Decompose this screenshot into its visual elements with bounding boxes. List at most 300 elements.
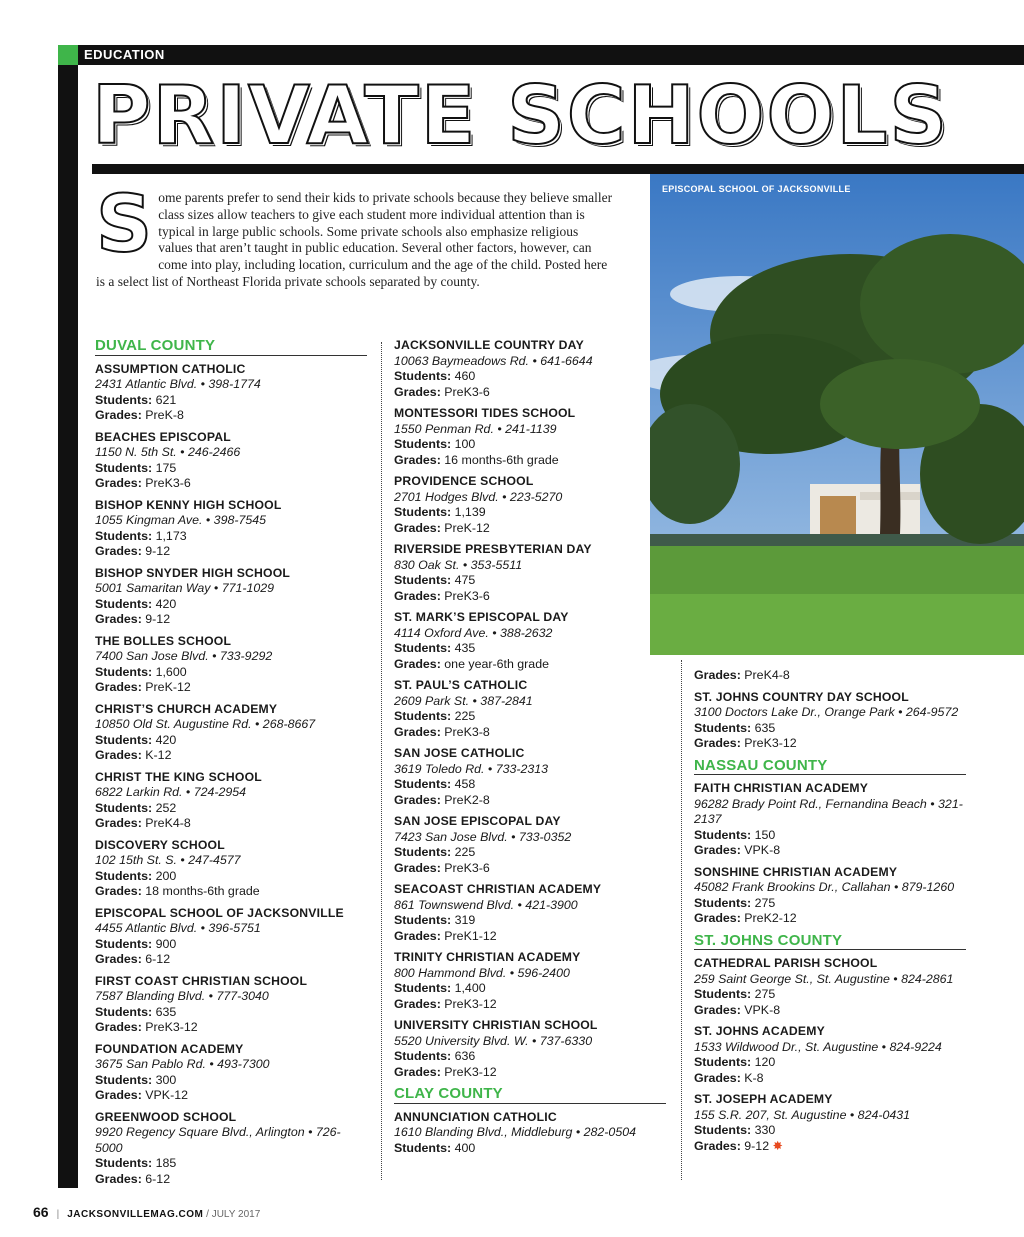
school-name: PROVIDENCE SCHOOL xyxy=(394,474,534,488)
school-grades: one year-6th grade xyxy=(444,656,549,671)
school-grades: PreK4-8 xyxy=(145,816,191,830)
students-label: Students: xyxy=(95,596,153,611)
school-name: FIRST COAST CHRISTIAN SCHOOL xyxy=(95,973,308,988)
school-students: 319 xyxy=(454,913,476,927)
school-name: SONSHINE CHRISTIAN ACADEMY xyxy=(694,864,898,879)
school-students: 435 xyxy=(454,641,476,655)
grades-label: Grades: xyxy=(694,736,741,750)
grades-label: Grades: xyxy=(694,1002,741,1017)
school-entry xyxy=(95,362,367,424)
school-grades: K-12 xyxy=(145,748,172,762)
school-name: FAITH CHRISTIAN ACADEMY xyxy=(694,781,869,795)
grades-label: Grades: xyxy=(394,1064,441,1079)
students-label: Students: xyxy=(394,1049,452,1063)
grades-row xyxy=(394,1065,666,1081)
school-grades: VPK-12 xyxy=(145,1088,188,1102)
students-label: Students: xyxy=(394,845,452,859)
page-title: PRIVATE SCHOOLS xyxy=(92,69,950,162)
school-entry xyxy=(394,746,666,808)
students-row xyxy=(694,721,966,737)
grades-row xyxy=(394,521,666,537)
students-row xyxy=(394,845,666,861)
grades-label: Grades: xyxy=(95,884,142,898)
school-grades: VPK-8 xyxy=(744,843,781,857)
page-number: 66 xyxy=(33,1204,49,1220)
school-students: 636 xyxy=(454,1049,476,1063)
school-students: 621 xyxy=(155,392,177,407)
students-label: Students: xyxy=(95,732,153,747)
grades-row xyxy=(394,929,666,945)
school-address: 259 Saint George St., St. Augustine • 824-2861 xyxy=(694,971,954,986)
grades-label: Grades: xyxy=(394,860,441,875)
school-address: 2431 Atlantic Blvd. • 398-1774 xyxy=(95,377,261,391)
students-row xyxy=(95,529,367,545)
students-label: Students: xyxy=(394,641,452,655)
county-heading-st-johns: ST. JOHNS COUNTY xyxy=(694,933,966,951)
students-label: Students: xyxy=(394,573,452,587)
school-address: 102 15th St. S. • 247-4577 xyxy=(95,853,241,867)
students-row xyxy=(394,437,666,453)
grades-row xyxy=(394,453,666,469)
grades-row xyxy=(694,1071,966,1087)
school-name: ASSUMPTION CATHOLIC xyxy=(95,361,246,376)
school-entry xyxy=(95,974,367,1036)
school-grades: PreK3-12 xyxy=(444,996,497,1011)
students-label: Students: xyxy=(394,437,452,451)
students-label: Students: xyxy=(95,528,153,543)
school-address: 45082 Frank Brookins Dr., Callahan • 879-1260 xyxy=(694,880,955,894)
students-label: Students: xyxy=(95,460,153,475)
school-name: THE BOLLES SCHOOL xyxy=(95,633,232,648)
school-name: EPISCOPAL SCHOOL OF JACKSONVILLE xyxy=(95,905,344,920)
section-color-tab xyxy=(58,45,78,65)
school-entry xyxy=(95,634,367,696)
students-label: Students: xyxy=(95,1072,153,1087)
grades-row xyxy=(95,748,367,764)
school-students: 300 xyxy=(155,1072,177,1087)
grades-label: Grades: xyxy=(694,911,741,925)
school-students: 120 xyxy=(754,1055,776,1069)
grades-label: Grades: xyxy=(694,843,741,857)
school-students: 420 xyxy=(155,732,177,747)
school-students: 1,400 xyxy=(454,981,486,995)
grades-row xyxy=(394,997,666,1013)
school-students: 475 xyxy=(454,573,476,587)
school-grades: PreK3-6 xyxy=(145,476,191,490)
grades-row xyxy=(694,1003,966,1019)
school-name: ST. JOSEPH ACADEMY xyxy=(694,1092,833,1106)
county-heading-duval: DUVAL COUNTY xyxy=(95,338,367,356)
students-row xyxy=(95,733,367,749)
school-students: 635 xyxy=(155,1004,177,1019)
grades-label: Grades: xyxy=(394,724,441,739)
footer-separator: | xyxy=(56,1209,60,1220)
grades-row xyxy=(95,1172,367,1188)
grades-label: Grades: xyxy=(95,748,142,762)
grades-label: Grades: xyxy=(394,792,441,807)
column-divider xyxy=(381,342,382,1180)
grades-label: Grades: xyxy=(694,1138,741,1153)
grades-row xyxy=(95,680,367,696)
school-grades: PreK3-8 xyxy=(444,724,490,739)
section-bar xyxy=(58,45,1024,65)
county-heading-clay: CLAY COUNTY xyxy=(394,1086,666,1104)
column-divider xyxy=(681,660,682,1180)
school-entry xyxy=(394,610,666,672)
students-row xyxy=(95,1005,367,1021)
school-entry xyxy=(694,690,966,752)
grades-row xyxy=(95,544,367,560)
students-row xyxy=(394,1049,666,1065)
grades-row xyxy=(694,911,966,927)
students-label: Students: xyxy=(394,369,452,383)
school-entry xyxy=(394,950,666,1012)
students-row xyxy=(694,896,966,912)
school-name: ST. MARK’S EPISCOPAL DAY xyxy=(394,610,569,624)
school-address: 10850 Old St. Augustine Rd. • 268-8667 xyxy=(95,717,316,731)
school-students: 1,173 xyxy=(155,528,187,543)
section-label: EDUCATION xyxy=(84,47,165,62)
school-address: 1610 Blanding Blvd., Middleburg • 282-0504 xyxy=(394,1125,636,1139)
students-label: Students: xyxy=(694,987,752,1001)
school-list xyxy=(95,362,367,1188)
grades-row xyxy=(394,589,666,605)
page-footer xyxy=(33,1204,260,1220)
grades-label: Grades: xyxy=(394,452,441,467)
students-row xyxy=(95,1073,367,1089)
school-address: 6822 Larkin Rd. • 724-2954 xyxy=(95,785,247,799)
school-students: 330 xyxy=(754,1123,776,1137)
school-entry xyxy=(95,838,367,900)
students-label: Students: xyxy=(394,505,452,519)
tree-lake-illustration xyxy=(650,174,1024,655)
school-entry xyxy=(694,781,966,859)
school-students: 275 xyxy=(754,987,776,1001)
school-grades: PreK2-12 xyxy=(744,911,797,925)
grades-row xyxy=(394,725,666,741)
school-address: 800 Hammond Blvd. • 596-2400 xyxy=(394,965,570,980)
school-address: 10063 Baymeadows Rd. • 641-6644 xyxy=(394,353,593,368)
school-grades: 9-12 xyxy=(145,544,171,558)
school-address: 2609 Park St. • 387-2841 xyxy=(394,693,533,708)
title-rule xyxy=(92,164,1024,174)
students-row xyxy=(95,665,367,681)
school-name: SAN JOSE EPISCOPAL DAY xyxy=(394,814,561,828)
students-row xyxy=(394,981,666,997)
grades-row xyxy=(95,612,367,628)
school-entry xyxy=(394,1018,666,1080)
column-1 xyxy=(95,338,367,1193)
students-row xyxy=(95,937,367,953)
school-students: 100 xyxy=(454,437,476,451)
school-students: 900 xyxy=(155,936,177,951)
students-row xyxy=(95,869,367,885)
school-grades: 6-12 xyxy=(145,1171,171,1186)
school-name: ST. PAUL’S CATHOLIC xyxy=(394,678,528,692)
footer-date: / JULY 2017 xyxy=(206,1209,261,1220)
grades-label: Grades: xyxy=(394,520,441,535)
campus-photo xyxy=(650,174,1024,655)
school-students: 200 xyxy=(155,868,177,883)
students-label: Students: xyxy=(694,1123,752,1137)
school-students: 252 xyxy=(155,800,177,815)
school-name: ST. JOHNS ACADEMY xyxy=(694,1024,825,1038)
grades-label: Grades: xyxy=(95,816,142,830)
school-students: 420 xyxy=(155,596,177,611)
students-row xyxy=(394,709,666,725)
students-label: Students: xyxy=(95,868,153,883)
school-entry xyxy=(394,406,666,468)
students-row xyxy=(394,913,666,929)
school-name: SEACOAST CHRISTIAN ACADEMY xyxy=(394,882,602,896)
grades-label: Grades: xyxy=(694,668,741,682)
students-label: Students: xyxy=(694,895,752,910)
school-students: 275 xyxy=(754,895,776,910)
school-students: 225 xyxy=(454,845,476,859)
school-list xyxy=(694,781,966,927)
school-name: CHRIST THE KING SCHOOL xyxy=(95,769,262,784)
grades-label: Grades: xyxy=(394,384,441,399)
grades-row xyxy=(394,657,666,673)
school-name: SAN JOSE CATHOLIC xyxy=(394,746,525,760)
school-grades: PreK-12 xyxy=(145,680,191,694)
column-2 xyxy=(394,338,666,1162)
school-address: 5520 University Blvd. W. • 737-6330 xyxy=(394,1033,593,1048)
students-row xyxy=(394,369,666,385)
school-grades: PreK-8 xyxy=(145,408,184,422)
school-name: ST. JOHNS COUNTRY DAY SCHOOL xyxy=(694,689,909,704)
grades-row xyxy=(694,1139,966,1155)
school-address: 5001 Samaritan Way • 771-1029 xyxy=(95,581,275,595)
grades-label: Grades: xyxy=(95,1020,142,1034)
school-entry xyxy=(95,430,367,492)
grades-row xyxy=(394,861,666,877)
school-students: 460 xyxy=(454,369,476,383)
students-label: Students: xyxy=(95,800,153,815)
school-list xyxy=(394,338,666,1080)
grades-label: Grades: xyxy=(394,588,441,603)
grades-label: Grades: xyxy=(95,1088,142,1102)
school-students: 458 xyxy=(454,777,476,791)
school-grades: 16 months-6th grade xyxy=(444,452,559,467)
school-address: 3100 Doctors Lake Dr., Orange Park • 264-9572 xyxy=(694,705,959,719)
students-row xyxy=(95,801,367,817)
column-3 xyxy=(694,668,966,1160)
school-grades: PreK2-8 xyxy=(444,792,490,807)
school-address: 1550 Penman Rd. • 241-1139 xyxy=(394,421,557,436)
students-label: Students: xyxy=(394,981,452,995)
school-entry xyxy=(694,865,966,927)
grades-row xyxy=(394,793,666,809)
grades-row xyxy=(95,816,367,832)
school-address: 7400 San Jose Blvd. • 733-9292 xyxy=(95,649,273,663)
school-list xyxy=(694,956,966,1154)
school-address: 2701 Hodges Blvd. • 223-5270 xyxy=(394,489,563,504)
students-row xyxy=(95,1156,367,1172)
left-margin-bar xyxy=(58,65,78,1188)
grades-label: Grades: xyxy=(694,1070,741,1085)
school-name: MONTESSORI TIDES SCHOOL xyxy=(394,406,576,420)
school-entry xyxy=(394,1110,666,1157)
school-address: 7423 San Jose Blvd. • 733-0352 xyxy=(394,829,572,844)
school-entry xyxy=(95,1110,367,1188)
school-entry xyxy=(694,1024,966,1086)
students-row xyxy=(394,505,666,521)
school-grades: PreK-12 xyxy=(444,520,490,535)
grades-row xyxy=(95,1020,367,1036)
school-address: 3619 Toledo Rd. • 733-2313 xyxy=(394,761,549,776)
school-address: 830 Oak St. • 353-5511 xyxy=(394,557,523,572)
intro-text: ome parents prefer to send their kids to private schools because they believe smaller class sizes allow teachers to give each student more individual attention than is typical in large public schools. Some private schools also emphasize religious values that aren’t taught in public education. Several other factors, however, can come into play, including location, curriculum and the age of the child. Posted here is a select list of Northeast Florida private schools separated by county. xyxy=(96,190,613,289)
school-students: 1,600 xyxy=(155,664,187,679)
school-name: FOUNDATION ACADEMY xyxy=(95,1041,244,1056)
school-grades: PreK3-12 xyxy=(145,1020,198,1034)
school-name: UNIVERSITY CHRISTIAN SCHOOL xyxy=(394,1018,598,1032)
school-address: 155 S.R. 207, St. Augustine • 824-0431 xyxy=(694,1107,911,1122)
students-label: Students: xyxy=(95,936,153,951)
school-grades: 18 months-6th grade xyxy=(145,884,260,898)
drop-cap: S xyxy=(96,180,153,270)
school-name: BISHOP SNYDER HIGH SCHOOL xyxy=(95,565,291,580)
school-name: TRINITY CHRISTIAN ACADEMY xyxy=(394,950,581,964)
students-row xyxy=(694,828,966,844)
school-entry xyxy=(95,702,367,764)
school-entry xyxy=(394,678,666,740)
school-address: 9920 Regency Square Blvd., Arlington • 726-5000 xyxy=(95,1125,341,1155)
school-students: 1,139 xyxy=(454,505,486,519)
school-grades: PreK4-8 xyxy=(744,668,790,682)
school-name: GREENWOOD SCHOOL xyxy=(95,1109,237,1124)
students-label: Students: xyxy=(694,1055,752,1069)
school-address: 4114 Oxford Ave. • 388-2632 xyxy=(394,625,553,640)
school-name: ANNUNCIATION CATHOLIC xyxy=(394,1109,557,1124)
school-grades: 9-12 xyxy=(744,1138,770,1153)
school-entry xyxy=(394,338,666,400)
students-label: Students: xyxy=(394,913,452,927)
students-label: Students: xyxy=(394,777,452,791)
grades-label: Grades: xyxy=(95,476,142,490)
school-students: 150 xyxy=(754,827,776,842)
grades-row xyxy=(694,736,966,752)
students-label: Students: xyxy=(95,1004,153,1019)
students-label: Students: xyxy=(394,1140,452,1155)
students-label: Students: xyxy=(694,827,752,842)
grades-row xyxy=(95,952,367,968)
school-grades: PreK1-12 xyxy=(444,928,497,943)
students-row xyxy=(694,1123,966,1139)
school-list xyxy=(694,690,966,752)
school-address: 1055 Kingman Ave. • 398-7545 xyxy=(95,513,267,527)
students-label: Students: xyxy=(394,709,452,723)
continued-entry xyxy=(694,668,966,684)
school-entry xyxy=(95,906,367,968)
grades-label: Grades: xyxy=(394,928,441,943)
school-address: 1533 Wildwood Dr., St. Augustine • 824-9224 xyxy=(694,1039,942,1054)
school-entry xyxy=(95,770,367,832)
school-grades: PreK3-12 xyxy=(744,736,797,750)
school-grades: 6-12 xyxy=(145,952,171,966)
grades-row xyxy=(394,385,666,401)
photo-caption: EPISCOPAL SCHOOL OF JACKSONVILLE xyxy=(662,184,851,194)
school-grades: PreK3-6 xyxy=(444,588,490,603)
school-entry xyxy=(394,542,666,604)
school-entry xyxy=(95,498,367,560)
school-entry xyxy=(694,1092,966,1154)
grades-row xyxy=(95,1088,367,1104)
school-name: BISHOP KENNY HIGH SCHOOL xyxy=(95,497,282,512)
school-entry xyxy=(394,814,666,876)
grades-label: Grades: xyxy=(394,656,441,671)
school-students: 225 xyxy=(454,709,476,723)
school-grades: 9-12 xyxy=(145,612,171,626)
school-name: RIVERSIDE PRESBYTERIAN DAY xyxy=(394,542,592,556)
school-grades: VPK-8 xyxy=(744,1002,781,1017)
school-address: 96282 Brady Point Rd., Fernandina Beach • 321-2137 xyxy=(694,796,963,826)
school-name: CHRIST’S CHURCH ACADEMY xyxy=(95,701,278,716)
grades-label: Grades: xyxy=(95,544,142,558)
school-grades: PreK3-12 xyxy=(444,1064,497,1079)
students-row xyxy=(694,1055,966,1071)
school-address: 7587 Blanding Blvd. • 777-3040 xyxy=(95,989,269,1003)
students-label: Students: xyxy=(95,392,153,407)
footer-site: JACKSONVILLEMAG.COM xyxy=(67,1209,204,1220)
grades-label: Grades: xyxy=(394,996,441,1011)
school-entry xyxy=(95,566,367,628)
grades-row xyxy=(694,843,966,859)
school-list xyxy=(394,1110,666,1157)
school-grades: PreK3-6 xyxy=(444,860,490,875)
students-label: Students: xyxy=(95,664,153,679)
school-name: JACKSONVILLE COUNTRY DAY xyxy=(394,338,584,352)
school-students: 400 xyxy=(454,1140,476,1155)
school-entry xyxy=(95,1042,367,1104)
grades-row xyxy=(95,884,367,900)
students-row xyxy=(394,573,666,589)
school-address: 4455 Atlantic Blvd. • 396-5751 xyxy=(95,921,261,935)
school-entry xyxy=(394,474,666,536)
grades-label: Grades: xyxy=(95,612,142,626)
school-address: 3675 San Pablo Rd. • 493-7300 xyxy=(95,1057,270,1071)
school-entry xyxy=(394,882,666,944)
grades-row xyxy=(95,476,367,492)
students-row xyxy=(95,393,367,409)
school-grades: PreK3-6 xyxy=(444,384,490,399)
county-heading-nassau: NASSAU COUNTY xyxy=(694,758,966,776)
students-row xyxy=(394,1141,666,1157)
students-row xyxy=(394,641,666,657)
students-row xyxy=(95,597,367,613)
students-label: Students: xyxy=(694,720,752,735)
students-row xyxy=(95,461,367,477)
school-name: DISCOVERY SCHOOL xyxy=(95,837,225,852)
school-students: 635 xyxy=(754,720,776,735)
grades-label: Grades: xyxy=(95,408,142,422)
grades-label: Grades: xyxy=(95,1171,142,1186)
school-name: BEACHES EPISCOPAL xyxy=(95,429,231,444)
students-row xyxy=(394,777,666,793)
school-students: 175 xyxy=(155,460,177,475)
school-students: 185 xyxy=(155,1156,177,1170)
grades-label: Grades: xyxy=(95,680,142,694)
grades-row xyxy=(95,408,367,424)
school-entry xyxy=(694,956,966,1018)
school-grades: K-8 xyxy=(744,1070,764,1085)
school-address: 861 Townswend Blvd. • 421-3900 xyxy=(394,897,578,912)
intro-paragraph xyxy=(96,180,616,291)
end-mark-icon: ✸ xyxy=(769,1138,783,1153)
students-label: Students: xyxy=(95,1156,153,1170)
school-address: 1150 N. 5th St. • 246-2466 xyxy=(95,445,241,459)
